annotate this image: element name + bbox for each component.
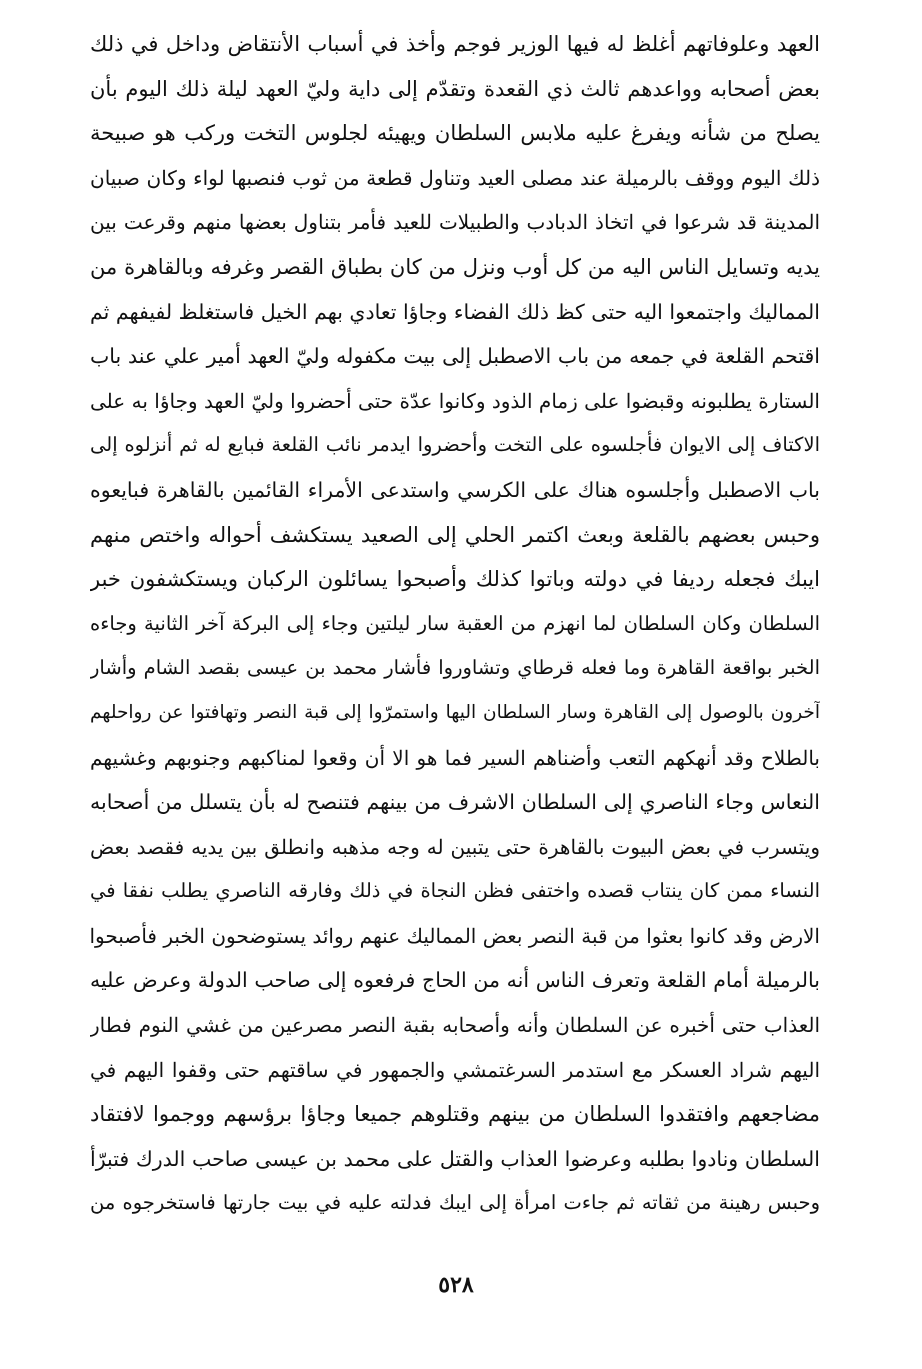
text-line: النعاس وجاء الناصري إلى السلطان الاشرف من بينهم فتنصح له بأن يتسلل من أصحابه [90, 790, 820, 815]
text-line: المماليك واجتمعوا اليه حتى كظ ذلك الفضاء وجاؤا تعادي بهم الخيل فاستغلظ لفيفهم ثم [90, 299, 820, 324]
text-line: العذاب حتى أخبره عن السلطان وأنه وأصحابه بقبة النصر مصرعين من غشي النوم فطار [90, 1013, 820, 1038]
text-line: وحبس بعضهم بالقلعة وبعث اكتمر الحلي إلى الصعيد يستكشف أحواله واختص منهم [90, 522, 820, 547]
text-line: اليهم شراد العسكر مع استدمر السرغتمشي والجمهور في ساقتهم حتى وقفوا اليهم في [90, 1057, 820, 1082]
text-line: يديه وتسايل الناس اليه من كل أوب ونزل من كان بطباق القصر وغرفه وبالقاهرة من [90, 254, 820, 279]
text-line: الارض وقد كانوا بعثوا من قبة النصر بعض المماليك عنهم روائد يستوضحون الخبر فأصبحوا [90, 923, 820, 948]
text-line: يصلح من شأنه ويفرغ عليه ملابس السلطان ويهيئه لجلوس التخت وركب هو صبيحة [90, 121, 820, 146]
text-line: آخرون بالوصول إلى القاهرة وسار السلطان اليها واستمرّوا إلى قبة النصر وتهافتوا عن رواحلهم [90, 701, 820, 723]
text-line: السلطان وكان السلطان لما انهزم من العقبة سار ليلتين وجاء إلى البركة آخر الثانية وجاءه [90, 611, 820, 635]
text-line: باب الاصطبل وأجلسوه هناك على الكرسي واستدعى الأمراء القائمين بالقاهرة فبايعوه [90, 477, 820, 502]
page-number: ٥٢٨ [438, 1272, 474, 1298]
text-line: الستارة يطلبونه وقبضوا على زمام الذود وكانوا عدّة حتى أحضروا وليّ العهد وجاؤا به على [90, 388, 820, 413]
text-line: الخبر بواقعة القاهرة وما فعله قرطاي وتشاوروا فأشار محمد بن عيسى بقصد الشام وأشار [90, 656, 820, 680]
text-line: ذلك اليوم ووقف بالرميلة عند مصلى العيد وتناول قطعة من ثوب فنصبها لواء وكان صبيان [90, 165, 820, 190]
text-line: النساء ممن كان ينتاب قصده واختفى فظن النجاة في ذلك وفارقه الناصري يطلب نفقا في [90, 879, 820, 903]
text-line: بالرميلة أمام القلعة وتعرف الناس أنه من الحاج فرفعوه إلى صاحب الدولة وعرض عليه [90, 968, 820, 993]
body-text [90, 22, 820, 1226]
text-line: العهد وعلوفاتهم أغلظ له فيها الوزير فوجم وأخذ في أسباب الأنتقاض وداخل في ذلك [90, 32, 820, 56]
text-line: السلطان ونادوا بطلبه وعرضوا العذاب والقتل على محمد بن عيسى صاحب الدرك فتبرّأ [90, 1146, 820, 1171]
text-line: بعض أصحابه وواعدهم ثالث ذي القعدة وتقدّم إلى داية وليّ العهد ليلة ذلك اليوم بأن [90, 76, 820, 101]
text-line: الاكتاف إلى الايوان فأجلسوه على التخت وأحضروا ايدمر نائب القلعة فبايع له ثم أنزلوه إلى [90, 433, 820, 457]
text-line: وحبس رهينة من ثقاته ثم جاءت امرأة إلى ايبك فدلته عليه في بيت جارتها فاستخرجوه من [90, 1191, 820, 1215]
text-line: ويتسرب في بعض البيوت بالقاهرة حتى يتبين له وجه مذهبه وانطلق بين يديه فقصد بعض [90, 834, 820, 859]
text-line: المدينة قد شرعوا في اتخاذ الدبادب والطبيلات للعيد فأمر بتناول بعضها منهم وقرعت بين [90, 210, 820, 235]
text-line: مضاجعهم وافتقدوا السلطان من بينهم وقتلوهم جميعا وجاؤا برؤسهم ووجموا لافتقاد [90, 1102, 820, 1127]
text-line: اقتحم القلعة في جمعه من باب الاصطبل إلى بيت مكفوله وليّ العهد أمير علي عند باب [90, 344, 820, 369]
text-line: ايبك فجعله رديفا في دولته وباتوا كذلك وأصبحوا يسائلون الركبان ويستكشفون خبر [90, 567, 820, 592]
text-line: بالطلاح وقد أنهكهم التعب وأضناهم السير فما هو الا أن وقعوا لمناكبهم وجنوبهم وغشيهم [90, 745, 820, 770]
